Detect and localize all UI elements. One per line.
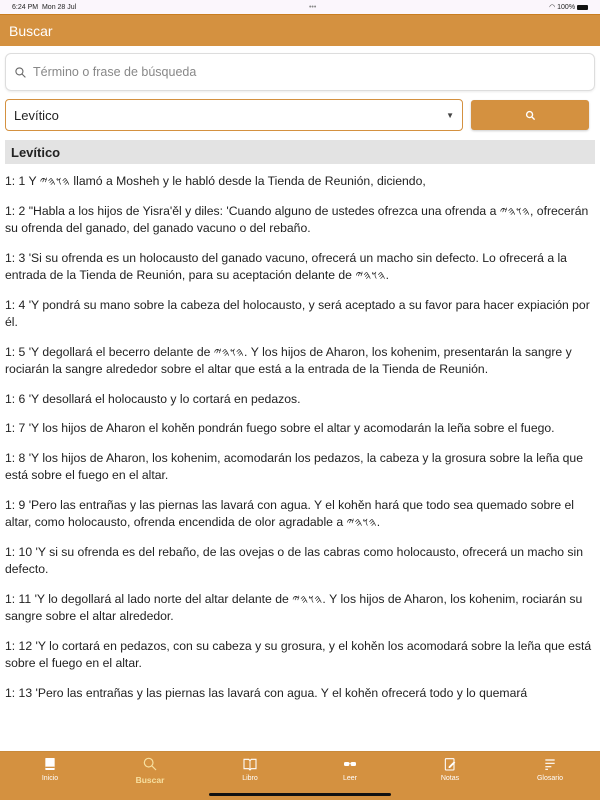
- verse-item[interactable]: 1: 9 'Pero las entrañas y las piernas las lavará con agua. Y el kohěn hará que todo sea quemado sobre el altar, como holocausto, ofrenda encendida de olor agradable a 𐤄𐤅𐤄𐤉.: [5, 497, 574, 529]
- section-title: Levítico: [11, 144, 61, 160]
- wifi-icon: ◠: [549, 4, 556, 11]
- search-placeholder: Término o frase de búsqueda: [33, 65, 197, 79]
- tab-inicio[interactable]: [0, 752, 100, 800]
- tab-glosario[interactable]: [500, 752, 600, 800]
- search-icon: [14, 66, 27, 79]
- tab-notas[interactable]: [400, 752, 500, 800]
- book-select[interactable]: [5, 99, 463, 131]
- verse-item[interactable]: 1: 7 'Y los hijos de Aharon el kohěn pondrán fuego sobre el altar y acomodarán la leña sobre el fuego.: [5, 421, 555, 435]
- app-bar: [0, 14, 600, 46]
- verse-item[interactable]: 1: 8 'Y los hijos de Aharon, los kohenim, acomodarán los pedazos, la cabeza y la grosura sobre la leña que está sobre el fuego en el altar.: [5, 450, 583, 482]
- home-indicator: [209, 793, 391, 796]
- search-icon: [142, 756, 158, 772]
- status-time: 6:24 PM: [12, 3, 39, 11]
- notes-icon: [442, 756, 458, 772]
- verse-item[interactable]: 1: 12 'Y lo cortará en pedazos, con su cabeza y su grosura, y el kohěn los acomodará sobre la leña que está sobre el fuego en el altar.: [5, 638, 592, 670]
- dropdown-arrow-icon: ▼: [446, 110, 454, 120]
- search-icon: [525, 110, 536, 121]
- verse-item[interactable]: 1: 13 'Pero las entrañas y las piernas las lavará con agua. Y el kohěn ofrecerá todo y lo quemará: [5, 685, 528, 700]
- section-header: [5, 140, 595, 164]
- list-icon: [542, 756, 558, 772]
- search-input[interactable]: [5, 53, 595, 91]
- page-title: Buscar: [9, 22, 53, 39]
- verse-item[interactable]: 1: 10 'Y si su ofrenda es del rebaño, de las ovejas o de las cabras como holocausto, ofrecerá un macho sin defecto.: [5, 544, 583, 576]
- multitask-dots[interactable]: •••: [308, 3, 317, 11]
- book-select-value: Levítico: [14, 107, 59, 123]
- book-filled-icon: [42, 756, 58, 772]
- verse-item[interactable]: 1: 3 'Si su ofrenda es un holocausto del ganado vacuno, ofrecerá un macho sin defecto. Lo ofrecerá a la entrada de la Tienda de Reunión, para su aceptación delante de 𐤄𐤅𐤄𐤉.: [5, 250, 567, 282]
- status-bar: [0, 0, 600, 14]
- tab-label: Notas: [440, 775, 460, 782]
- status-date: Mon 28 Jul: [41, 3, 77, 11]
- tab-label: Glosario: [536, 775, 564, 782]
- verse-item[interactable]: 1: 6 'Y desollará el holocausto y lo cortará en pedazos.: [5, 391, 301, 406]
- battery-icon: [577, 5, 588, 10]
- verse-item[interactable]: 1: 4 'Y pondrá su mano sobre la cabeza del holocausto, y será aceptado a su favor para hacer expiación por él.: [5, 297, 590, 329]
- tab-label: Leer: [342, 775, 357, 782]
- results-list[interactable]: [5, 173, 593, 749]
- search-button[interactable]: [471, 100, 589, 130]
- tab-buscar[interactable]: [100, 752, 200, 800]
- battery-level: 100%: [557, 4, 576, 11]
- open-book-icon: [242, 756, 258, 772]
- tab-label: Libro: [242, 775, 258, 782]
- verse-item[interactable]: 1: 1 Y 𐤄𐤅𐤄𐤉 llamó a Mosheh y le habló desde la Tienda de Reunión, diciendo,: [5, 174, 426, 188]
- glasses-icon: [342, 756, 358, 772]
- tab-label: Inicio: [41, 775, 59, 782]
- verse-item[interactable]: 1: 2 "Habla a los hijos de Yisra'ěl y diles: 'Cuando alguno de ustedes ofrezca una ofrenda a 𐤄𐤅𐤄𐤉, ofrecerán su ofrenda del ganado, del ganado vacuno o del rebaño.: [5, 203, 589, 235]
- tab-label: Buscar: [135, 775, 165, 785]
- verse-item[interactable]: 1: 5 'Y degollará el becerro delante de 𐤄𐤅𐤄𐤉. Y los hijos de Aharon, los kohenim, presentarán la sangre y rociarán la sangre alrededor sobre el altar que está a la entrada de la Tienda de Reunión.: [5, 344, 572, 376]
- verse-item[interactable]: 1: 11 'Y lo degollará al lado norte del altar delante de 𐤄𐤅𐤄𐤉. Y los hijos de Aharon, los kohenim, rociarán su sangre sobre el altar alrededor.: [5, 591, 583, 623]
